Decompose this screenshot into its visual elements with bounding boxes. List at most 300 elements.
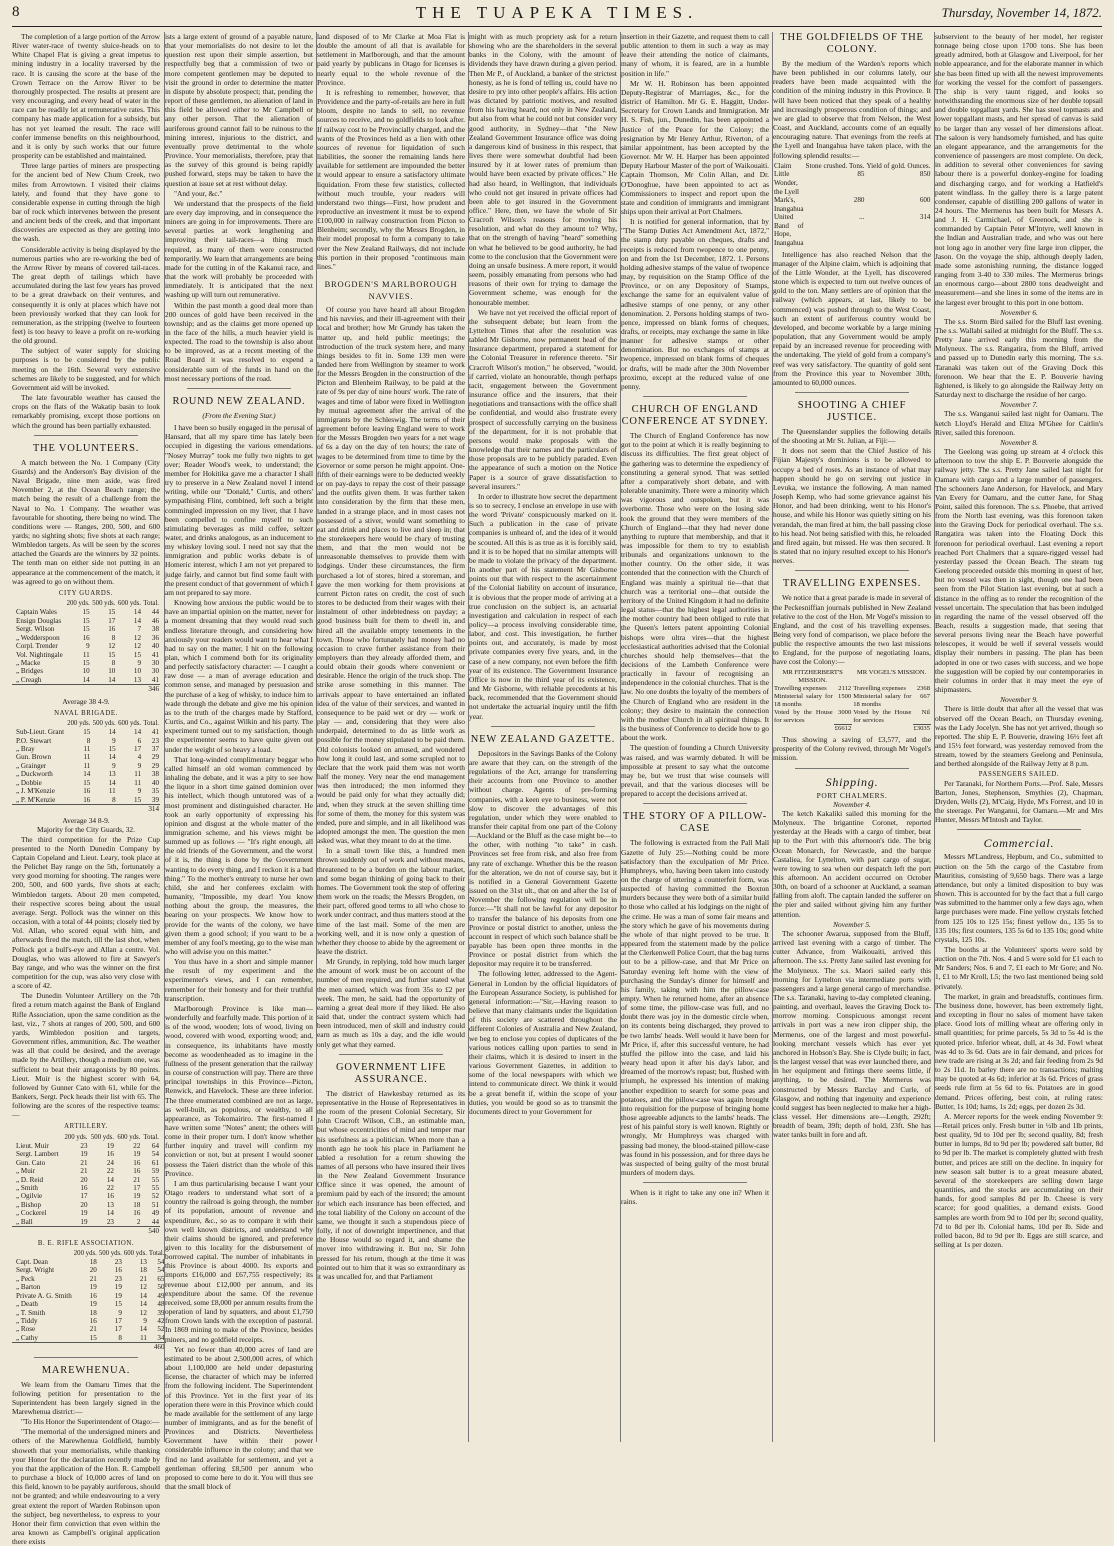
score-cell: 21: [133, 1175, 141, 1184]
score-cell: 17: [108, 616, 116, 625]
cost-value: Nil: [921, 708, 930, 716]
score-cell: 64: [151, 1142, 159, 1151]
score-cell: 13: [106, 1200, 114, 1209]
article-paragraph: Marlborough Province is like man—wonderfully and fearfully made. This portion of it is of the wood, wooden; lots of wood, living on wood, covered with wood, exporting wood; and, in consequence, its inhabitants have mostly become as woodenheaded as to imagine in the fullness of the present generation that the railway in course of construction will pay. There are three principal townships in this Province—Picton, Renwick, and Havelock. These are three inferior. The three enumerated combined are not as large, as well-built, as populous, or wealthy, to all appearance, as Tokomairiro. The first-named I have written some "Notes" anent; the others will come in their proper turn. I don't know whether further inquiry and travel will confirm my conviction or not, but at present I would sooner possess the Taieri district than the whole of this Province.: [165, 1003, 313, 1178]
competitor-name: „ Muir: [16, 1167, 36, 1176]
score-cell: 16: [108, 625, 116, 634]
heading-church-of-england: CHURCH OF ENGLAND CONFERENCE AT SYDNEY.: [621, 404, 769, 428]
competitor-name: Captain Wales: [16, 608, 57, 617]
score-cell: 36: [151, 633, 159, 642]
article-paragraph: The booths at the Volunteers' sports were sold by auction on the 7th. Nos. 4 and 5 were sold for £1 each to Mr Sanders; Nos. 6 and 7, £1 each to Mr Gore; and No. 1, £1 to Mr Kroll, L5; the two last mentioned being sold privately.: [935, 945, 1103, 991]
score-cell: 23: [106, 1217, 114, 1226]
score-cell: 16: [82, 633, 90, 642]
competitor-name: „ Dobbie: [16, 778, 42, 787]
divider: [795, 392, 909, 393]
table-row: [12, 1150, 160, 1158]
score-cell: 40: [151, 778, 159, 787]
table-header: 600 yds.: [123, 1249, 147, 1257]
heading-marewhenua: MAREWHENUA.: [41, 1364, 131, 1376]
competitor-name: Private A. G. Smith: [16, 1291, 72, 1300]
competitor-name: Capt. Dean: [16, 1258, 48, 1267]
score-cell: 10: [82, 667, 90, 676]
table-caption: NAVAL BRIGADE.: [54, 709, 118, 717]
table-row: [12, 676, 160, 685]
divider: [34, 435, 138, 436]
cost-label: Ministerial salary for 18 months: [853, 692, 912, 708]
table-header: Total.: [143, 1133, 159, 1141]
score-cell: 16: [80, 1184, 88, 1193]
score-cell: 17: [114, 1316, 122, 1325]
dateline: November 5.: [833, 919, 871, 929]
score-cell: 24: [106, 1158, 114, 1167]
competitor-name: „ D. Reid: [16, 1175, 43, 1184]
gold-yield: 314: [919, 213, 931, 222]
score-cell: 8: [111, 633, 116, 642]
score-cell: 38: [151, 770, 159, 779]
article-paragraph: A. Mercer reports for the week ending November 9:—Retail prices only. Fresh butter in ½lb and 1lb prints, best quality, 9d to 10d per lb; second quality, 8d; fresh butter in lumps, 8d to 9d per lb; powdered salt butter, 8d to 9d per lb. The market is completely glutted with fresh butter, and prices are still on the decline. In inquiry for new season salt butter is to a great measure abated, several of the storekeepers are selling down large quantities, and the stocks are accumulating on their hands, for good samples 8d per lb. Cheese is very scarce; for good qualities, a demand exists. Good samples are worth from 9d to 10d per lb; second quality, 7d to 8d per lb. Colonial hams, 10d per lb. Side and rolled bacon, 8d to 9d per lb. Eggs are still scarce, and selling at 1s per dozen.: [935, 1111, 1103, 1249]
table-row: [12, 770, 160, 778]
article-paragraph: I am thus particularising because I want your Otago readers to understand what sort of a country the railroad is going through, the number of its population, amount of revenue and expenditure, &c., so as to compare it with their own well known districts, and understand why their claims should be ignored, and preference given to this locality for the disbursement of borrowed capital. The number of inhabitants in this Province is about 4000. Its exports and imports £16,000 and £67,755 respectively; its revenue about £12,000 per annum, and its expenditure about the same. Of the revenue received, some £8,000 per annum results from the operation of land by squatters, and about £1,750 from Crown lands with the exception of pastoral. In 1869 mining to make of the Province, besides miners, and no goldfield receipts.: [165, 1178, 313, 1344]
score-cell: 39: [151, 795, 159, 804]
table-header: 200 yds.: [67, 719, 91, 727]
article-paragraph: The ketch Kakaliki sailed this morning for the Molyneux. The brigantine Coronet, reported yesterday at the Heads with a cargo of timber, beat up to the Port with this afternoon's tide. The brig Ocean Monarch, for Newcastle, and the barque Castaliea, for Lyttelton, with part cargo of sugar, were towing to sea when our despatch left the port this afternoon. An accident occurred on October 30th, on board of a schooner at Auckland, a seaman falling from aloft. The captain landed the sufferer on the pier and sailed without giving him any further attention.: [773, 808, 931, 919]
score-cell: 13: [133, 675, 141, 684]
score-cell: 9: [137, 761, 142, 770]
table-caption: ARTILLERY.: [64, 1123, 108, 1131]
article-paragraph: The late favourable weather has caused the crops on the flats of the Wakatip basin to look remarkably promising, except those portions on which the ground has been partially exhausted.: [12, 393, 160, 430]
article-paragraph: The Church of England Conference has now got to the point at which it is really beginning to discuss its difficulties. The first great object of the gathering was to determine the expediency of constituting a general synod. That was settled after a comparatively short debate, and with tolerable unanimity. There were a minority which was vigorous and outspoken, but it was overborne. Those who were on the losing side took the ground that they were members of the Church of England—that they had never done anything to rupture that membership, and that it was impossible for them to try to establish tribunals and organizations unknown to the mother country. On the other side, it was contended that the connection with the Church of England was mainly a spiritual tie—that that church was a territorial one—that outside the territory of the United Kingdom it had no definite legal status—that the highest legal authorities in the mother country had been obliged to rule that the Queen's letters patent appointing Colonial bishops were ultra vires—that the highest ecclesiastical authorities advised that the Colonial churches should help themselves—that the decisions of the Lambeth Conference were practically in favour of recognising an independence in the colonial churches. That is the law. No one doubts the loyalty of the members of the Church of England who are resident in the colony; they desire to maintain the connection with the mother Church in all spiritual things. It is the business of Conference to decide how to go about the work.: [621, 431, 769, 743]
score-cell: 14: [106, 1209, 114, 1218]
score-cell: 48: [157, 1300, 165, 1309]
divider: [34, 1357, 138, 1358]
article-paragraph: Per Taranaki, for Northern Ports.—Prof. Sale, Messrs Barton, Jones, Stephenson, Smythies (2), Chapman, Dryden, Wells (2), M'Caig, Hyde, M's Forrest, and 10 in the steerage. Per Wanganui, for Oamaru.—Mr and Mrs Hunter, Messrs M'Intosh and Taylor.: [935, 778, 1103, 825]
score-cell: 34: [157, 1333, 165, 1342]
table-row: [12, 753, 160, 761]
column-3: [316, 32, 465, 1442]
cost-total: £6612: [834, 725, 852, 733]
score-cell: 14: [133, 616, 141, 625]
article-paragraph: It does not seem that the Chief Justice of his Fijian Majesty's dominions is to be allowed to occupy a bed of roses. As an instance of what may happen should he go on serving out justice in Levuka, we instance the following. A man named Joseph Kemp, who had some grievance against his Honor, and had been drinking, went to his Honor's house, and while his Honor was quietly sitting on his verandah, the man fired at him, the ball passing close to his head. Not being satisfied with this, he reloaded and fired again, but missed. He was then secured. It is stated that no injury resulted except to his Honor's nerves.: [773, 446, 931, 566]
table-header: Total.: [148, 1249, 165, 1257]
score-cell: 30: [151, 658, 159, 667]
score-cell: 12: [139, 1308, 147, 1317]
table-caption: CITY GUARDS.: [58, 589, 114, 597]
average-line: Average 34 8-9.: [62, 816, 110, 826]
article-paragraph: The following is extracted from the Pall Mall Gazette of July 25:—Nothing could be more satisfactory than the exculpation of Mr Price. Humphreys, who, having been taken into custody on the charge of uttering a counterfeit form, was suspected of having committed the Boxton murders because they were both of a similar build to those who called at his lodgings on the night of the crime. He was a man of some fair means and the story which he gave of his movements during the whole of that night proved to be true. It appeared from the statement made by the police at the Clerkenwell Police Court, that the bag turns out to be a pillow-case, and that Mr Price on Saturday evening left home with the view of purchasing the Sunday's dinner for himself and his family, taking with him the pillow-case empty. When he returned home, after an absence of some time, the pillow-case was full, and no doubt there was joy in the domestic circle when, on its contents being discharged, they proved to be two lambs' heads. Well would it have been for Mr Price, if, after this successful venture, he had stuffed the pillow into the case, and laid his weary head upon it after his day's labor, and dreamed of the morrow's repast; but, flushed with triumph, he expressed his intention of making another expedition to search for some peas and potatoes, and the pillow-case was again brought into requisition for the purpose of bringing home those agreeable adjuncts to the lambs' heads. The rest of his painful story is well known. Rightly or wrongly, Mr Humphreys was charged with passing bad money, the blood-stained pillow-case was found in his possession, and for three days he was suspected of being guilty of the most brutal murders of modern days.: [621, 838, 769, 1177]
score-cell: 41: [151, 728, 159, 737]
stone-crushed: ...: [859, 213, 865, 222]
score-cell: 13: [139, 1258, 147, 1267]
filler-joke: When is it right to take any one in? When it rains.: [621, 1188, 769, 1207]
heading-volunteers: THE VOLUNTEERS.: [32, 442, 140, 454]
score-cell: 16: [106, 1150, 114, 1159]
team-total: 346: [142, 685, 160, 694]
heading-goldfields: THE GOLDFIELDS OF THE COLONY.: [780, 32, 924, 55]
score-cell: 15: [83, 728, 91, 737]
table-row: [12, 779, 160, 787]
competitor-name: „ Wedderspoon: [16, 633, 60, 642]
score-cell: 21: [89, 1274, 97, 1283]
table-row: [12, 1317, 166, 1325]
score-cell: 16: [106, 1192, 114, 1201]
competitor-name: „ T. Smith: [16, 1308, 46, 1317]
table-row: [773, 196, 931, 213]
table-row: [12, 1292, 166, 1300]
table-header: 200 yds.: [66, 600, 90, 608]
table-header: Total.: [143, 600, 159, 608]
article-paragraph: That long-winded complimentary beggar who called himself an old woman commenced by inhaling the debate, and it was a pity to see how the liquor in a short time gained dominion over his intellect, which though untutored was of a most prominent and distinguished character. He took an early opportunity of expressing his opinion and disgust at the whole matter of the immigration scheme, and his views might be summed up as follows — "It's right enough, all the old friends of the Government, and the worst of it is, the thing is done by the Government wanting to do every thing, and I reckon it is a bad thing." To the mother's entreaty to nurse her own child, she and her conferees exclaim with humanity, "Impossible, my dear! You know nothing about the group, the measures, the bearing on your prospects. We know how to provide for the wants of the colony, we have given them a good school; if you want to be a member of any fool's meeting, go to the wise man who will advise you on this matter.": [165, 754, 313, 956]
score-cell: 52: [151, 1192, 159, 1201]
competitor-name: Sergt. Lambert: [16, 1150, 59, 1159]
article-paragraph: The Geelong was going up stream at 4 o'clock this afternoon to tow the ship E. P. Bouverie alongside the railway jetty. The s.s. Pretty Jane sailed last night for Oamaru with cargo and a large number of passengers. The schooners Jane Anderson, for Havelock, and Mary Van Every for Oamaru, and the cutter Jane, for Shag Point, sailed this forenoon. The s.s. Phoebe, that arrived from the North last evening, was this forenoon taken into the Graving Dock for periodical overhaul. The s.s. Rangatira was taken into the Floating Dock this forenoon for periodical overhaul. Last evening a report reached Port Chalmers that a square-rigged vessel had yesterday passed the Ocean Beach. The steam tug Geelong proceeded outside this morning in quest of her, but no vessel was then in sight, though one had been seen from the Pilot Station last evening, but at such a distance in the offing as to render the recognition of the vessel uncertain. The speculation that has been indulged in regarding the name of the vessel observed off the Beach, results a suggestion made, that seeing that several persons living near the Beach have powerful telescopes, it would be well if several vessels would display their numbers in passing. The plan has been adopted in one or two cases with success, and we hope the suggestion will be copied by our contemporaries in their columns in order that it may meet the eye of shipmasters.: [935, 447, 1103, 695]
score-cell: 9: [143, 1316, 147, 1325]
heading-pillow-case: THE STORY OF A PILLOW-CASE: [622, 811, 768, 835]
score-cell: 2: [136, 1217, 141, 1226]
article-paragraph: The s.s. Storm Bird sailed for the Bluff last evening. The s.s. Wallabi sailed at midnight for the Bluff. The s.s. Pretty Jane arrived early this morning from the Molyneux. The s.s. Rangatira, from the Bluff, arrived and passed up to Dunedin early this morning. The s.s. Taranaki was taken out of the Graving Dock this forenoon. We hear that the E. P. Bouverie having lightened, is likely to go alongside the Railway Jetty on Saturday next to discharge the residue of her cargo.: [935, 316, 1103, 400]
score-cell: 59: [151, 1167, 159, 1176]
score-cell: 14: [106, 1175, 114, 1184]
passengers-heading: PASSENGERS SAILED.: [978, 770, 1060, 778]
table-header: MR VOGEL'S MISSION.: [856, 668, 927, 676]
score-cell: 49: [151, 1209, 159, 1218]
table-row: [12, 617, 160, 625]
table-row: [773, 709, 931, 725]
table-row: [12, 1334, 166, 1343]
score-cell: 54: [157, 1266, 165, 1275]
table-row: [773, 685, 931, 693]
table-row: [12, 737, 160, 745]
article-paragraph: Considerable activity is being displayed by the numerous parties who are re-working the bed of the Arrow River by means of covered tail-races. The great depth of tailings which have accumulated during the last few years has proved to be a great drawback on their ventures, and consequently it is only at places which have not been previously worked that they can look for remuneration, as the stripping (twelve to fourteen feet) is too heavy to leave a profit on re-working the old ground.: [12, 244, 160, 346]
score-cell: 19: [89, 1283, 97, 1292]
table-total-row: [12, 804, 160, 813]
article-paragraph: The third competition for the Prize Cup presented to the North Dunedin Company by Captain Copeland and Lieut. Leary, took place at the Pelichet Bay range on the 5th, fortunately a very good morning for shooting. The ranges were 200, 500, and 600 yards, five shots at each; Wimbledon targets. About 20 men competed, their respective scores being about the usual average. Sergt. Pollock was the winner on this occasion, with a total of 44 points; closely tied by Vol. Allan, who scored equal with him, and afterwards fired the match, till the last shot, when Pollock got a bull's-eye and Allan a centre. Vol. Douglas, who was allowed to fire at Sawyer's Bay range, and who was the winner on the first competition for the cup, was also very close with a score of 42.: [12, 834, 160, 991]
score-cell: 19: [89, 1300, 97, 1309]
article-paragraph: ists a large extent of ground of a payable nature, that your memorialists do not desire to let the question rest upon their simple assertion, but respectfully beg that a commission of two or more competent gentlemen may be deputed to visit the ground in order to determine the matter in dispute by absolute prospect; that, pending the report of these gentlemen, no alienation of land in this field be allowed either to Mr Campbell or any other person. That the alienation of auriferous ground cannot fail to be ruinous to the mining interest, injurious to the district, and eventually prove detrimental to the whole Province. Your memorialists, therefore, pray that as the survey of this ground is being rapidly pushed forward, steps may be taken to have the question at issue set at rest without delay.: [165, 32, 313, 188]
score-cell: 21: [80, 1167, 88, 1176]
divider: [643, 396, 747, 397]
claim-name: Mark's, Inangahua: [774, 196, 804, 213]
table-row: [12, 745, 160, 753]
cost-value: 2112: [838, 684, 852, 692]
table-header-row: [12, 1134, 160, 1142]
score-cell: 9: [118, 1308, 122, 1317]
article-paragraph: land disposed of to Mr Clarke at Moa Flat is double the amount of all that is available for settlement in Marlborough, and that the amount paid yearly by publicans in Otago for licenses is nearly equal to the whole revenue of the Province.: [317, 32, 465, 87]
score-cell: 17: [133, 1184, 141, 1193]
score-cell: 49: [157, 1291, 165, 1300]
divider: [339, 1054, 443, 1055]
score-cell: 11: [140, 1333, 147, 1342]
article-paragraph: Depositors in the Savings Banks of the Colony are aware that they can, on the strength of the regulations of the Act, arrange for transferring their accounts from one Province to another without charge. Agents of pre-forming companies, with a keen eye to business, were not slow to discover the advantages of this regulation, under which they were enabled to transfer their capital from one part of the Colony—Auckland or the Bluff as the case might be—to the other, with nothing "to take" in cash. Provinces set free from risk, and also free from any rate of exchange. Whether this be the reason for the alteration, we do not of course say, but it is notified in a General Government Gazette issued on the 31st ult., that on and after the 1st of November the following regulation will be in force:—"It shall not be lawful for any depositor to transfer the balance of his deposits from one Province or postal district to another, unless the account in respect of which such balance shall be payable has been open three months in the Province or postal district from which the depositor may require it to be transferred.: [469, 748, 617, 969]
score-cell: 9: [112, 761, 116, 770]
article-paragraph: The market, in grain and breadstuffs, continues firm. The business done, however, has been extremely light, and excepting in flour no sales of moment have taken place. Good lots of milling wheat are offering only in small quantities; for prime parcels, 5s 3d to 5s 4d is the quoted price. Inferior wheat, dull, at 4s 3d. Fowl wheat was 4d to 3s 6d. Oats are in fair demand, and prices for new trade are rising at 3s 2d; and fair feeding from 2s 9d to 2s 11d. In barley there are no transactions; malting may be quoted at 4s 6d; inferior at 3s 6d. Prices of grass seeds rule firm at 5s 6d to 6s. Potatoes are in good demand. Prices offering, best coin, at ruling rates: Butter, 1s 10d; hams, 1s 2d; eggs, per dozen 2s 3d.: [935, 991, 1103, 1111]
table-total-row: [773, 725, 931, 734]
table-header: 500 yds.: [90, 1133, 114, 1141]
score-cell: 12: [108, 642, 116, 651]
dateline: November 7.: [1000, 400, 1038, 410]
score-cell: 15: [83, 778, 91, 787]
table-header: 500 yds.: [92, 600, 116, 608]
score-cell: 20: [89, 1266, 97, 1275]
article-paragraph: Messrs M'Landress, Hepburn, and Co., submitted to auction on the 5th the cargo of the Castabre from Mauritius, consisting of 9,650 bags. There was a large attendance, but only a limited disposition to buy was shown. This is accounted for by the fact that a full cargo was submitted to the hammer only a few days ago, when large purchases were made. Fine yellow crystals fetched from 125 10s to 125 15s; finest yellow do., 135 5s to 135 10s; first counters, 135 5s 6d to 135 10s; good white crystals, 125 10s.: [935, 852, 1103, 944]
stone-crushed: 280: [853, 196, 865, 205]
table-header-row: [12, 720, 160, 728]
stone-crushed: 85: [857, 170, 865, 179]
score-cell: 17: [134, 745, 142, 754]
score-cell: 15: [108, 745, 116, 754]
table-total-row: [12, 1227, 160, 1236]
competitor-name: „ Macke: [16, 658, 41, 667]
score-cell: 16: [133, 1209, 141, 1218]
article-paragraph: Intelligence has also reached Nelson that the manager of the Alpine claim, which is adjoining that of the Little Wonder, at the Lyell, has discovered stone which is expected to turn out twelve ounces of gold to the ton. Many settlers are of opinion that the railway (which appears, at last, likely to be commenced) was pushed through to the West Coast, such an extent of auriferous country would be developed, and become workable by a large mining population, that any Government would be amply repaid by an increased revenue for proceeding with the undertaking. The yield of gold from a company's reef was very satisfactory. The quantity of gold sent from the Province this year to November 30th, amounted to 60,000 ounces.: [773, 249, 931, 387]
score-cell: 46: [151, 616, 159, 625]
score-cell: 21: [139, 1274, 147, 1283]
table-header: Total.: [143, 719, 159, 727]
heading-brogden: BROGDEN'S MARLBOROUGH NAVVIES.: [324, 279, 458, 302]
competitor-name: „ Death: [16, 1300, 38, 1309]
score-cell: 12: [139, 1283, 147, 1292]
score-cell: 15: [133, 650, 141, 659]
score-cell: 16: [83, 795, 91, 804]
score-table-bank-rifles: [12, 1250, 166, 1352]
table-row: [12, 787, 160, 795]
score-cell: 29: [151, 753, 159, 762]
competitor-name: Corpl. Trender: [16, 642, 58, 651]
table-row: [12, 1266, 166, 1274]
article-paragraph: By the medium of the Warden's reports which have been published in our columns lately, our readers have been made acquainted with the condition of the mining industry in this Province. It will have been noticed that they speak of a healthy and increasingly prosperous condition of things; and we are glad to observe that from Nelson, the West Coast, and Auckland, accounts come of an equally encouraging nature. That evenings from the reefs at the Lyell and Inangahua have taken place, with the following splendid results:—: [773, 59, 931, 160]
cost-value: 3000: [838, 708, 852, 716]
table-header: [12, 720, 66, 728]
competitor-name: Vol. Nightingale: [16, 650, 63, 659]
table-header: 500 yds.: [92, 719, 116, 727]
competitor-name: „ Ogilvie: [16, 1192, 43, 1201]
competitor-name: P.O. Stewart: [16, 736, 52, 745]
table-row: [12, 659, 160, 667]
table-row: [12, 634, 160, 642]
score-cell: 19: [133, 1150, 141, 1159]
table-row: [12, 1309, 166, 1317]
table-row: [12, 1258, 166, 1266]
score-cell: 14: [108, 778, 116, 787]
score-cell: 54: [157, 1258, 165, 1267]
cost-label: Ministerial salary for 18 months: [774, 692, 833, 708]
score-cell: 19: [106, 1142, 114, 1151]
score-cell: 14: [108, 753, 116, 762]
score-cell: 40: [151, 642, 159, 651]
table-row: [12, 1176, 160, 1184]
table-row: [773, 170, 931, 196]
score-cell: 15: [82, 608, 90, 617]
article-paragraph: The s.s. Wanganui sailed last night for Oamaru. The ketch Lloyd's Herald and Eliza M'Ghee for Caitlin's River, sailed this forenoon.: [935, 409, 1103, 437]
score-cell: 37: [151, 745, 159, 754]
score-cell: 16: [89, 1316, 97, 1325]
table-row: [773, 213, 931, 247]
table-header-row: [12, 1250, 166, 1258]
score-cell: 50: [157, 1283, 165, 1292]
cost-value: 667: [920, 692, 930, 700]
table-header: 200 yds.: [64, 1133, 88, 1141]
mission-cost-table: [773, 669, 931, 734]
article-paragraph: Thus showing a saving of £3,577, and the prosperity of the Colony revived, through Mr Vogel's mission.: [773, 735, 931, 763]
score-cell: 17: [80, 1192, 88, 1201]
score-cell: 19: [133, 1192, 141, 1201]
competitor-name: „ P. M'Kenzie: [16, 795, 56, 804]
score-cell: 21: [80, 1158, 88, 1167]
table-header: 200 yds.: [73, 1249, 97, 1257]
column-4: [468, 32, 617, 1442]
table-row: [12, 651, 160, 659]
issue-date: Thursday, November 14, 1872.: [941, 5, 1102, 20]
table-header: 600 yds.: [117, 1133, 141, 1141]
cost-value: 1500: [838, 692, 852, 700]
score-cell: 16: [133, 1158, 141, 1167]
score-cell: 15: [89, 1333, 97, 1342]
competitor-name: „ Cockerel: [16, 1209, 47, 1218]
heading-government-life-assurance: GOVERNMENT LIFE ASSURANCE.: [335, 1061, 447, 1085]
article-paragraph: "The memorial of the undersigned miners and others of the Marewhenua Goldfield, humbly showeth that your memorialists, while thanking your Honor for the declaration recently made by you that the application of the Hon. R. Campbell to purchase a block of 10,000 acres of land on this field, known to be payably auriferous, should not be granted; and while endeavouring to a very great extent the report of Warden Robinson upon the subject, beg nevertheless, to express to your Honor their firm conviction that even within the area known as Campbell's original application there exists: [12, 1427, 160, 1546]
score-cell: 15: [108, 608, 116, 617]
competitor-name: „ Smith: [16, 1184, 38, 1193]
cost-label: Voted by the House for services: [853, 708, 912, 724]
table-row: [12, 762, 160, 770]
table-row: [12, 625, 160, 633]
masthead: [12, 0, 1102, 27]
score-table-artillery: [12, 1134, 160, 1236]
score-cell: 8: [86, 736, 91, 745]
score-cell: 44: [151, 1217, 159, 1226]
score-cell: 15: [114, 1300, 122, 1309]
table-total-row: [12, 685, 160, 694]
score-cell: 14: [139, 1291, 147, 1300]
score-cell: 18: [133, 1200, 141, 1209]
column-7: [934, 32, 1103, 1442]
score-cell: 14: [133, 608, 141, 617]
article-paragraph: There is little doubt that after all the vessel that was observed off the Ocean Beach, on Thursday evening, was the Lady Jocelyn. She has not yet arrived, though so reported. The ship E. P. Bouverie, drawing 16½ feet aft and 15½ feet forward, was yesterday removed from the stream, towed by the steamers Geelong and Peninsula, and berthed alongside of the Railway Jetty at 8 p.m.: [935, 704, 1103, 769]
port-name: PORT CHALMERS.: [816, 790, 888, 800]
table-row: [12, 728, 160, 736]
column-5: [620, 32, 769, 1442]
table-header: MR FITZHERBERT'S MISSION.: [782, 668, 843, 684]
score-cell: 13: [108, 770, 116, 779]
score-cell: 39: [157, 1308, 165, 1317]
score-cell: 11: [83, 761, 91, 770]
score-cell: 15: [82, 625, 90, 634]
article-paragraph: We have not yet received the official report of the subsequent debate; but learn from the Lyttelton Times that after the resolution was tabled Mr Gisborne, now permanent head of the Insurance department, prepared a statement for the Colonial Treasurer in reference thereto. "Sir Cracroft Wilson's motion," he observed, "would, if carried, violate an honourable, though perhaps tacit, engagement between the Government insurance office and the insurers, that their negotiations and transactions with the office shall be confidential, and would also frustrate every prospect of successfully carrying on the business of the department, for it is not probable that persons would make proposals with the knowledge that their names and the particulars of those proposals are to be publicly paraded. Even the appearance of such a motion on the Notice Paper is a source of grave dissatisfaction to several insurers.": [469, 307, 617, 491]
table-header: 500 yds.: [98, 1249, 122, 1257]
score-cell: 30: [151, 667, 159, 676]
gold-yield: 600: [919, 196, 931, 205]
competitor-name: Sergt. Wright: [16, 1266, 55, 1275]
heading-shipping: Shipping.: [825, 774, 879, 789]
score-cell: 12: [133, 642, 141, 651]
score-cell: 12: [133, 633, 141, 642]
table-header: [12, 1250, 73, 1258]
table-total-row: [12, 1343, 166, 1352]
heading-round-new-zealand: ROUND NEW ZEALAND.: [172, 395, 306, 407]
score-cell: 16: [83, 787, 91, 796]
score-cell: 41: [151, 650, 159, 659]
gold-yield-table: [773, 162, 931, 248]
score-cell: 41: [151, 675, 159, 684]
score-cell: 16: [89, 1291, 97, 1300]
article-paragraph: We learn from the Oamaru Times that the following petition for presentation to the Superintendent has been largely signed in the Marewhenua district:—: [12, 1379, 160, 1416]
article-paragraph: In order to illustrate how secret the department is so to secrecy, I enclose an envelope in use with the word 'Private' conspicuously marked on it. Such a publication in the case of private companies is unheard of, and the idea of it would be scouted. All this is as true as it is forcibly said, and it is to be hoped that no similar attempts will be made to violate the privacy of the department. In another part of his statement Mr Gisborne points out that with respect to the ascertainment of the Colonial liability on account of insurance, it is obvious that the proper mode of arriving at a true conclusion on the subject is, an actuarial investigation and calculation in respect of each policy—a process involving considerable time, labor, and cost. This investigation, he further points out, and accurately, is made by most private companies every five years, and, in the case of a new company, not even before the fifth year of its existence. The Government Insurance Office is now in the third year of its existence, and Mr Gisborne, with reliable precedents at his back, recommended that the Government should not undertake the actuarial inquiry until the fifth year.: [469, 491, 617, 721]
score-cell: 18: [89, 1308, 97, 1317]
score-cell: 21: [89, 1325, 97, 1334]
score-cell: 8: [111, 658, 116, 667]
newspaper-title: THE TUAPEKA TIMES.: [415, 3, 699, 22]
article-paragraph: It is notified for general information, that by "The Stamp Duties Act Amendment Act, 1872," the stamp duty payable on cheques, drafts and receipts is reduced from twopence to one penny, on and from the 1st December, 1872. 1. Persons holding adhesive stamps of the value of twopence may, by requisition on the Stamp Office of the Province, or on any Depository of Stamps, exchange the same for an equivalent value of adhesive stamps of one penny, or any other denomination. 2. Persons holding stamps of two-pence, impressed on blank forms of cheques, drafts, or receipts, may exchange the same in like manner for adhesive stamps or other denomination. But no exchanges of stamps at twopence, impressed on blank forms of cheques or drafts, will be made after the 30th November proximo, except at the reduced value of one penny.: [621, 217, 769, 391]
competitor-name: „ Bridges: [16, 667, 43, 676]
competitor-name: „ Rose: [16, 1325, 36, 1334]
heading-new-zealand-gazette: NEW ZEALAND GAZETTE.: [470, 733, 616, 745]
table-row: [12, 667, 160, 675]
score-cell: 55: [151, 1175, 159, 1184]
score-cell: 9: [112, 736, 116, 745]
competitor-name: Gun. Brown: [16, 753, 52, 762]
heading-commercial: Commercial.: [983, 836, 1055, 851]
divider: [795, 768, 909, 769]
score-cell: 55: [151, 1184, 159, 1193]
competitor-name: Sergt. Wilson: [16, 625, 55, 634]
table-row: [12, 1201, 160, 1209]
table-header: Yield of gold. Ounces.: [866, 161, 931, 170]
score-cell: 42: [157, 1316, 165, 1325]
score-cell: 35: [151, 787, 159, 796]
score-cell: 23: [151, 736, 159, 745]
gold-yield: 850: [919, 170, 931, 179]
competitor-name: Gun. Cato: [16, 1158, 46, 1167]
score-cell: 15: [82, 658, 90, 667]
score-cell: 7: [137, 625, 141, 634]
score-cell: 22: [106, 1167, 114, 1176]
table-row: [12, 1142, 160, 1150]
claim-name: United Band of Hope, Inangahua: [774, 213, 804, 248]
competitor-name: Sub-Lieut. Grant: [16, 728, 65, 737]
score-cell: 11: [83, 745, 91, 754]
article-paragraph: Mr Grundy, in replying, told how much larger the amount of work must be on account of the number of men required, and further stated what the men earned, which was from 35s to £2 per week. The men, he said, had the opportunity of earning a great deal more if they liked. He also said that, under the contract system which had been introduced, men of skill and industry could earn as much as 10s a day, and the idle would only get what they earned.: [317, 957, 465, 1049]
score-cell: 9: [86, 642, 90, 651]
score-cell: 52: [157, 1325, 165, 1334]
table-row: [12, 1192, 160, 1200]
score-cell: 23: [114, 1274, 122, 1283]
table-row: [12, 1275, 166, 1283]
article-paragraph: It is refreshing to remember, however, that Providence and the party-of-retails are here in full bloom, despite no lands to sell, no revenue sources to receive, and no goldfields to look after. If railway cost to be Provincially charged, and the wants of the Provinces held as a lien with other sources of revenue for liquidation of such liabilities, the sooner the remaining lands here available for settlement are impounded the better it would appear to ensure a satisfactory ultimate liquidation. From these few statistics, collected without much trouble, your readers will understand two things—First, how prudent and reproductive an investment it must be to expend £100,000 in railway construction from Picton to Blenheim; secondly, why the Messrs Brogden, in their model proposal to form a company to take over the New Zealand Railways, did not include this portion in their proposed "continuous main lines.": [317, 87, 465, 271]
competitor-name: „ Barton: [16, 1283, 41, 1292]
score-cell: 11: [134, 770, 142, 779]
divider: [957, 829, 1081, 830]
score-cell: 61: [151, 1158, 159, 1167]
score-cell: 14: [82, 675, 90, 684]
column-2: [164, 32, 313, 1492]
score-cell: 51: [151, 1200, 159, 1209]
divider: [187, 388, 291, 389]
score-cell: 18: [139, 1266, 147, 1275]
dateline: November 6.: [1000, 307, 1038, 317]
claim-name: Little Wonder, the Lyell: [774, 170, 800, 196]
table-row: [12, 1218, 160, 1227]
score-cell: 15: [108, 650, 116, 659]
score-cell: 29: [151, 761, 159, 770]
dateline: November 4.: [833, 799, 871, 809]
cost-label: Travelling expenses: [774, 684, 827, 692]
score-cell: 14: [139, 1300, 147, 1309]
article-paragraph: Yet no fewer than 40,000 acres of land are estimated to be about 2,500,000 acres, of which about 1,100,000 are held under depasturing license, the character of which may be inferred from the following incident. The Superintendent of this Province. Yet in the first year of its operation there were in this Province which could be made available for the settlement of any large number of immigrants, and as for the benefit of Provinces and Districts. Nevertheless Government have within their power considerable influence in the colony; and that we find no land available for settlement, and yet a gentleman offering £8,500 per annum who proposed to come here to do it. You will thus see that the small block of: [165, 1344, 313, 1492]
score-cell: 10: [133, 667, 141, 676]
score-cell: 23: [114, 1258, 122, 1267]
cost-value: 2368: [916, 684, 930, 692]
article-paragraph: The schooner Awarua, supposed from the Bluff, arrived last evening with a cargo of timber. The cutter Advance, from Waikouaiti, arrived this afternoon. The s.s. Pretty Jane sailed last evening for the Molyneux. The s.s. Maori sailed early this morning for Lyttelton via intermediate ports with passengers and a large general cargo of merchandise. The s.s. Taranaki, having to-day completed cleaning, painting, and overhaul, leaves the Graving Dock to-morrow morning. Conspicuous amongst recent arrivals in port was a new iron clipper ship, the Mermerus, one of the largest and most powerful-looking merchant vessels which has ever yet anchored in Hobson's Bay. She is Clyde built; in fact, is the largest vessel that was ever launched there, and in her equipment and fittings there seems little, if anything, to be desired. The Mermerus was constructed by Messrs Barclay and Curle, of Glasgow, and nothing that ingenuity and experience could suggest has been neglected to make her a high-class vessel. Her dimensions are—Length, 292ft; breadth of beam, 39ft; depth of hold, 23ft. She has water tanks built in fore and aft.: [773, 928, 931, 1140]
column-1: [12, 32, 165, 1546]
